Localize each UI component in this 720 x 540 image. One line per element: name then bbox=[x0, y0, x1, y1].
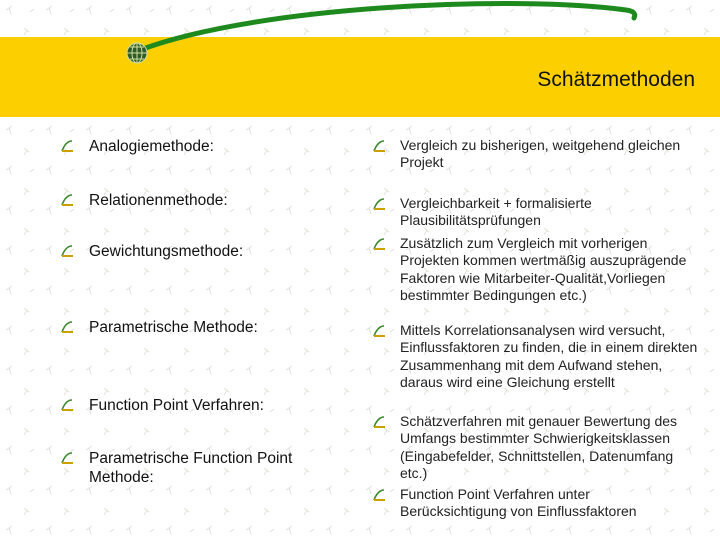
description-parametrisch-function-point: Function Point Verfahren unter Berücksichtigung von Einflussfaktoren bbox=[400, 486, 637, 520]
leaf-bullet-icon bbox=[60, 244, 74, 258]
header-arc bbox=[0, 0, 720, 120]
leaf-bullet-icon bbox=[60, 398, 74, 412]
method-function-point: Function Point Verfahren: bbox=[89, 397, 264, 414]
method-relationen: Relationenmethode: bbox=[89, 192, 228, 209]
leaf-bullet-icon bbox=[60, 193, 74, 207]
description-function-point: Schätzverfahren mit genauer Bewertung des Umfangs bestimmter Schwierigkeitsklassen (Eingabefelder, Schnittstellen, Datenumfang etc.) bbox=[400, 413, 678, 481]
leaf-bullet-icon bbox=[372, 415, 386, 429]
method-analogie: Analogiemethode: bbox=[89, 138, 214, 155]
leaf-bullet-icon bbox=[60, 139, 74, 153]
method-parametrisch: Parametrische Methode: bbox=[89, 319, 258, 336]
leaf-bullet-icon bbox=[60, 451, 74, 465]
globe-icon bbox=[127, 43, 147, 63]
slide-title: Schätzmethoden bbox=[537, 68, 695, 91]
description-gewichtung: Zusätzlich zum Vergleich mit vorherigen Projekten kommen wertmäßig auszuprägende Faktoren wie Mitarbeiter-Qualität,Vorliegen bestimmter Bedingungen etc.) bbox=[400, 235, 687, 303]
leaf-bullet-icon bbox=[372, 197, 386, 211]
leaf-bullet-icon bbox=[372, 139, 386, 153]
leaf-bullet-icon bbox=[60, 320, 74, 334]
leaf-bullet-icon bbox=[372, 488, 386, 502]
leaf-bullet-icon bbox=[372, 237, 386, 251]
method-gewichtung: Gewichtungsmethode: bbox=[89, 243, 244, 260]
description-parametrisch: Mittels Korrelationsanalysen wird versucht, Einflussfaktoren zu finden, die in einem direkten Zusammenhang mit dem Aufwand stehen, daraus wird eine Gleichung erstellt bbox=[400, 322, 698, 390]
description-relationen: Vergleichbarkeit + formalisierte Plausibilitätsprüfungen bbox=[400, 195, 592, 229]
leaf-bullet-icon bbox=[372, 324, 386, 338]
description-analogie: Vergleich zu bisherigen, weitgehend gleichen Projekt bbox=[400, 137, 681, 171]
method-parametrisch-function-point: Parametrische Function Point Methode: bbox=[89, 450, 293, 486]
